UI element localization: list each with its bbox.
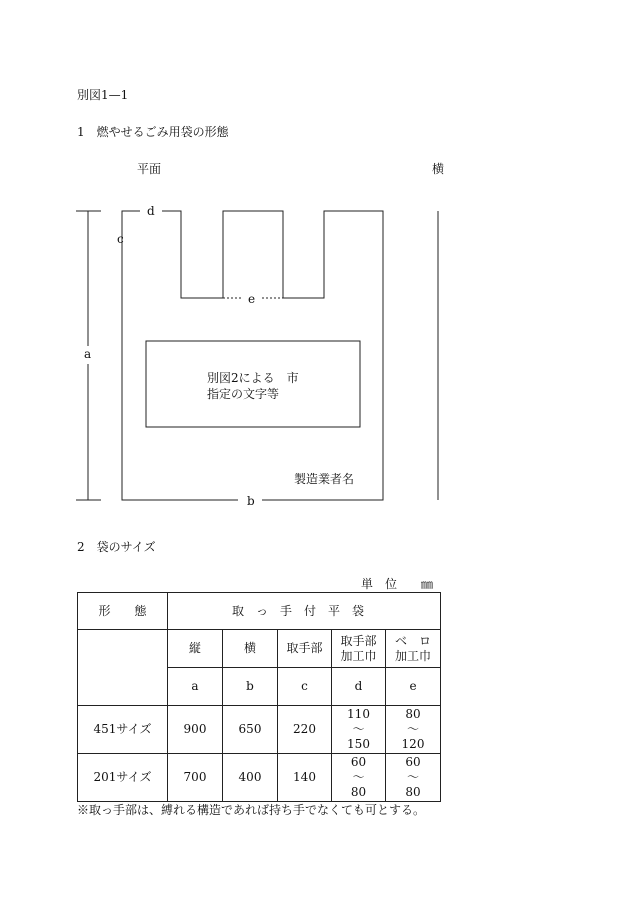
- header-form-blank: [78, 630, 168, 706]
- dim-e-label: e: [248, 292, 256, 306]
- cell-b: 650: [223, 706, 278, 754]
- subheader-width: 横: [223, 630, 278, 668]
- section-1-title: 1 燃やせるごみ用袋の形態: [77, 125, 229, 139]
- subheader-flap-width: ベ ロ 加工巾: [386, 630, 441, 668]
- letter-d: d: [332, 668, 386, 706]
- table-header-row: [78, 593, 441, 630]
- subheader-length: 縦: [168, 630, 223, 668]
- cell-a: 700: [168, 754, 223, 802]
- letter-e: e: [386, 668, 441, 706]
- table-subheader-row: [78, 630, 441, 668]
- cell-d: 60 ～ 80: [332, 754, 386, 802]
- bag-size-table: [77, 592, 441, 802]
- dim-c-label: c: [117, 232, 124, 246]
- bag-outline: [122, 226, 238, 500]
- print-area-line-1: 別図2による 市: [207, 371, 299, 385]
- bag-outline-top-left: [122, 211, 140, 231]
- cell-b: 400: [223, 754, 278, 802]
- dim-d-label: d: [147, 204, 155, 218]
- letter-c: c: [278, 668, 332, 706]
- cell-e: 60 ～ 80: [386, 754, 441, 802]
- table-row: [78, 754, 441, 802]
- print-area-line-2: 指定の文字等: [207, 387, 280, 401]
- dim-a-label: a: [84, 347, 92, 361]
- dim-b-label: b: [247, 494, 255, 508]
- cell-c: 220: [278, 706, 332, 754]
- cell-a: 900: [168, 706, 223, 754]
- row-name: 451サイズ: [78, 706, 168, 754]
- cell-e: 80 ～ 120: [386, 706, 441, 754]
- manufacturer-label: 製造業者名: [294, 472, 355, 486]
- section-2-title: 2 袋のサイズ: [77, 540, 156, 554]
- cell-c: 140: [278, 754, 332, 802]
- plan-label: 平面: [137, 162, 162, 176]
- unit-label: 単 位 ㎜: [361, 577, 434, 591]
- bag-outline-right: [162, 211, 383, 500]
- letter-a: a: [168, 668, 223, 706]
- header-form: 形 態: [78, 593, 168, 630]
- cell-d: 110 ～ 150: [332, 706, 386, 754]
- letter-b: b: [223, 668, 278, 706]
- subheader-handle-width: 取手部 加工巾: [332, 630, 386, 668]
- figure-reference: 別図1—1: [77, 88, 129, 102]
- subheader-handle: 取手部: [278, 630, 332, 668]
- side-label: 横: [432, 162, 445, 176]
- table-row: [78, 706, 441, 754]
- header-bag-type: 取っ手付平袋: [168, 593, 441, 630]
- footnote: ※取っ手部は、縛れる構造であれば持ち手でなくても可とする。: [77, 803, 426, 817]
- row-name: 201サイズ: [78, 754, 168, 802]
